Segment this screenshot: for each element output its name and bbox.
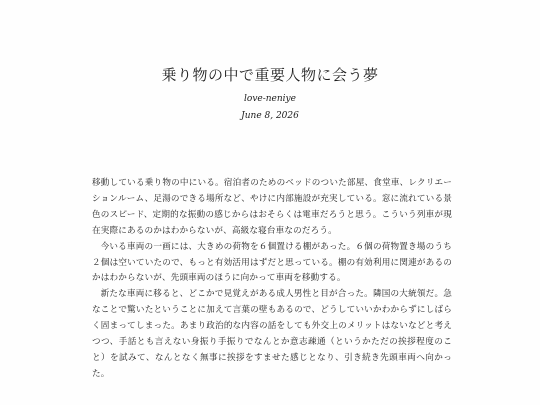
paragraph: 新たな車両に移ると、どこかで見覚えがある成人男性と目が合った。隣国の大統領だ。急なことで驚いたということに加えて言葉の壁もあるので、どうしていいかわからずにしばらく固まってしまった。あまり政治的な内容の話をしても外交上のメリットはないなどと考えつつ、手話とも言えない身振り手振りでなんとか意志疎通（というかただの挨拶程度のこと）を試みて、なんとなく無事に挨拶をすませた感じとなり、引き続き先頭車両へ向かった。 [92,289,452,379]
document-author: love-neniye [244,94,296,104]
paragraph: 移動している乗り物の中にいる。宿泊者のためのベッドのついた部屋、食堂車、レクリエーションルーム、足湯のできる場所など、やけに内部施設が充実している。窓に流れている景色のスピード、定期的な振動の感じからはおそらくは電車だろうと思う。こういう列車が現在実際にあるのかはわからないが、高級な寝台車なのだろう。 [92,178,452,236]
document-body [92,176,452,383]
paragraph: 今いる車両の一画には、大きめの荷物を６個置ける棚があった。６個の荷物置き場のうち２個は空いていたので、もっと有効活用はずだと思っている。棚の有効利用に関連があるのかはわからないが、先頭車両のほうに向かって車両を移動する。 [92,241,452,284]
document-date: June 8, 2026 [241,111,299,121]
document-title: 乗り物の中で重要人物に会う夢 [161,66,379,84]
